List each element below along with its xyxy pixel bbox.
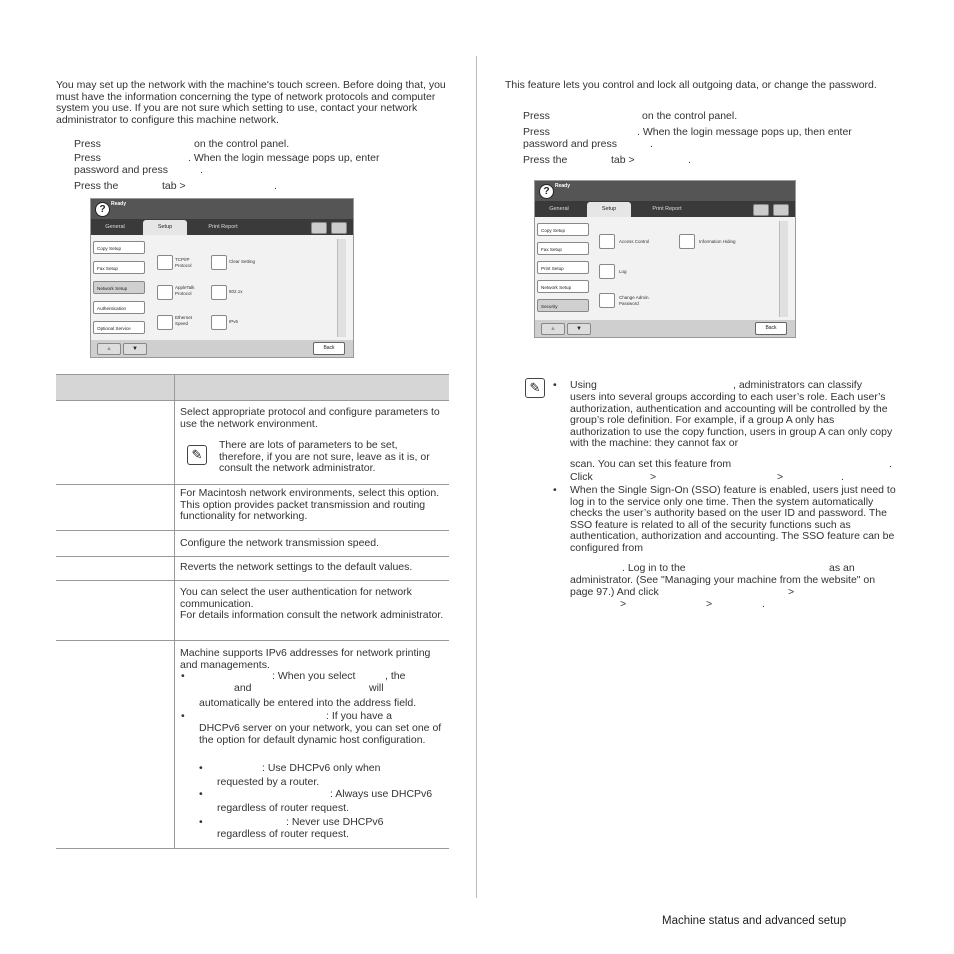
table-text: : When you select [272,670,356,682]
screen-bottom-bar [91,340,353,357]
tab-general[interactable]: General [549,206,569,212]
side-network-setup[interactable]: Network Setup [537,280,589,293]
note-text: > [706,598,713,610]
note-text: > [777,471,784,483]
option-checkbox[interactable] [599,264,615,279]
scrollbar[interactable] [337,239,346,337]
toolbar-button[interactable] [311,222,327,234]
screen-status: Ready [555,183,571,189]
option-checkbox[interactable] [211,285,227,300]
table-text: , the [385,670,406,682]
left-step1-b: on the control panel. [194,138,290,150]
side-network-setup[interactable]: Network Setup [93,281,145,294]
back-button[interactable]: Back [313,342,345,355]
option-label: Change Admin. Password [619,295,650,306]
right-step3-c: . [688,154,691,166]
option-label: IPv6 [229,319,239,324]
bullet: • [553,484,557,496]
right-step3-b: tab > [611,154,635,166]
right-step2-c: password and press [523,138,617,150]
scroll-down-button[interactable]: ▼ [567,323,591,335]
option-label: Clear Setting [229,259,256,264]
note-text: users into several groups according to each user’s role. Each user’s authorization, authentication and accounting will be controlled by the group’s role definition. For example, if a group A only has authorization to use the copy function, users in group A can only copy with the machine: they cannot fax or [570,391,893,449]
table-column-rule [174,374,175,849]
option-checkbox[interactable] [157,285,173,300]
table-cell: For Macintosh network environments, select this option. This option provides packet transmission and routing functionality for networking. [180,487,440,522]
table-text: automatically be entered into the address field. [199,697,417,709]
bullet: • [199,762,203,774]
screen-topbar [91,199,353,219]
scroll-down-button[interactable]: ▼ [123,343,147,355]
table-rule [56,580,449,581]
question-icon: ? [95,202,110,217]
screen-status: Ready [111,201,127,207]
note-text: administrator. (See "Managing your machine from the website" on page 97.) And click [570,574,876,598]
option-checkbox[interactable] [599,234,615,249]
table-text: : Always use DHCPv6 [330,788,433,800]
option-label: 802.1x [229,289,243,294]
side-security[interactable]: Security [537,299,589,312]
screen-topbar [535,181,795,201]
option-label: Log [619,269,627,274]
table-rule [56,556,449,557]
tab-setup[interactable]: Setup [143,220,187,235]
table-note: There are lots of parameters to be set, therefore, if you are not sure, leave as it is, or consult the network administrator. [219,439,430,474]
bullet: • [199,788,203,800]
right-step1-b: on the control panel. [642,110,738,122]
right-step2-b: . When the login message pops up, then enter [637,126,852,138]
screen-tabs [535,201,795,217]
note-text: Click [570,471,593,483]
tab-setup[interactable]: Setup [587,202,631,217]
note-text: . [889,458,892,470]
side-fax-setup[interactable]: Fax Setup [93,261,145,274]
note-text: , administrators can classify [733,379,862,391]
table-text: : Use DHCPv6 only when [262,762,381,774]
side-fax-setup[interactable]: Fax Setup [537,242,589,255]
option-checkbox[interactable] [211,315,227,330]
page-footer: Machine status and advanced setup [662,915,847,927]
note-text: . [841,471,844,483]
note-text: as an [829,562,855,574]
side-optional-service[interactable]: Optional Service [93,321,145,334]
right-intro: This feature lets you control and lock all outgoing data, or change the password. [505,79,877,91]
note-text: Using [570,379,597,391]
option-checkbox[interactable] [157,315,173,330]
screen-tabs [91,219,353,235]
right-step2-d: . [650,138,653,150]
note-text: > [788,586,795,598]
network-setup-screen [90,198,354,358]
option-checkbox[interactable] [157,255,173,270]
table-text: regardless of router request. [217,828,349,840]
table-cell: For details information consult the network administrator. [180,609,444,621]
right-step3-a: Press the [523,154,568,166]
left-step2-b: . When the login message pops up, enter [188,152,380,164]
table-text: requested by a router. [217,776,320,788]
option-checkbox[interactable] [679,234,695,249]
option-label: Ethernet Speed [175,315,193,326]
back-button[interactable]: Back [755,322,787,335]
bullet: • [181,710,185,722]
table-rule [56,484,449,485]
left-step3-b: tab > [162,180,186,192]
side-print-setup[interactable]: Print Setup [537,261,589,274]
table-rule [56,530,449,531]
scroll-up-button[interactable]: ▲ [97,343,121,355]
left-step1-a: Press [74,138,101,150]
bullet: • [553,379,557,391]
table-rule [56,640,449,641]
table-cell: Select appropriate protocol and configure parameters to use the network environment. [180,406,440,430]
note-text: When the Single Sign-On (SSO) feature is enabled, users just need to log in to the service only one time. Then the system automatically checks the user’s authority based on the user ID and password. The SSO feature is related to all of the security functions such as authentication, authorization and accounting. The SSO feature can be configured from [570,484,896,554]
left-step2-c: password and press [74,164,168,176]
table-cell: You can select the user authentication for network communication. [180,586,412,610]
note-text: . [762,598,765,610]
bullet: • [199,816,203,828]
right-step2-a: Press [523,126,550,138]
toolbar-button[interactable] [331,222,347,234]
question-icon: ? [539,184,554,199]
option-label: AppleTalk Protocol [175,285,195,296]
table-rule [56,848,449,849]
column-divider [476,56,477,898]
left-step3-a: Press the [74,180,119,192]
option-checkbox[interactable] [599,293,615,308]
left-step2-d: . [200,164,203,176]
table-rule [56,400,449,401]
side-authentication[interactable]: Authentication [93,301,145,314]
option-label: Access Control [619,239,650,244]
left-step2-a: Press [74,152,101,164]
left-step3-c: . [274,180,277,192]
tab-general[interactable]: General [105,224,125,230]
scroll-up-button[interactable]: ▲ [541,323,565,335]
toolbar-button[interactable] [753,204,769,216]
table-text: : Never use DHCPv6 [286,816,384,828]
option-checkbox[interactable] [211,255,227,270]
table-header [56,374,449,400]
security-screen [534,180,796,338]
table-rule [56,374,449,375]
bullet: • [181,670,185,682]
table-cell: Configure the network transmission speed. [180,537,380,549]
option-label: TCP/IP Protocol [175,257,192,268]
left-intro: You may set up the network with the machine's touch screen. Before doing that, you must have the information concerning the type of network protocols and computer system you use. If you are not sure which setting to use, contact your network administrator to configure this machine network. [56,79,446,126]
side-copy-setup[interactable]: Copy Setup [93,241,145,254]
note-text: > [620,598,627,610]
note-text: scan. You can set this feature from [570,458,732,470]
tab-print-report[interactable]: Print Report [208,224,238,230]
scrollbar[interactable] [779,221,788,317]
side-copy-setup[interactable]: Copy Setup [537,223,589,236]
note-text: > [650,471,657,483]
right-step1-a: Press [523,110,550,122]
option-label: Information Hiding [699,239,736,244]
table-text: : If you have a [326,710,392,722]
table-cell: Machine supports IPv6 addresses for network printing and managements. [180,647,431,671]
screen-bottom-bar [535,320,795,337]
table-text: regardless of router request. [217,802,349,814]
note-pencil-icon: ✎ [187,445,207,465]
note-pencil-icon: ✎ [525,378,545,398]
note-text: . Log in to the [622,562,686,574]
table-text: DHCPv6 server on your network, you can set one of the option for default dynamic host configuration. [199,722,442,746]
tab-print-report[interactable]: Print Report [652,206,682,212]
table-text: and [234,682,252,694]
table-text: will [369,682,384,694]
table-cell: Reverts the network settings to the default values. [180,561,413,573]
toolbar-button[interactable] [773,204,789,216]
